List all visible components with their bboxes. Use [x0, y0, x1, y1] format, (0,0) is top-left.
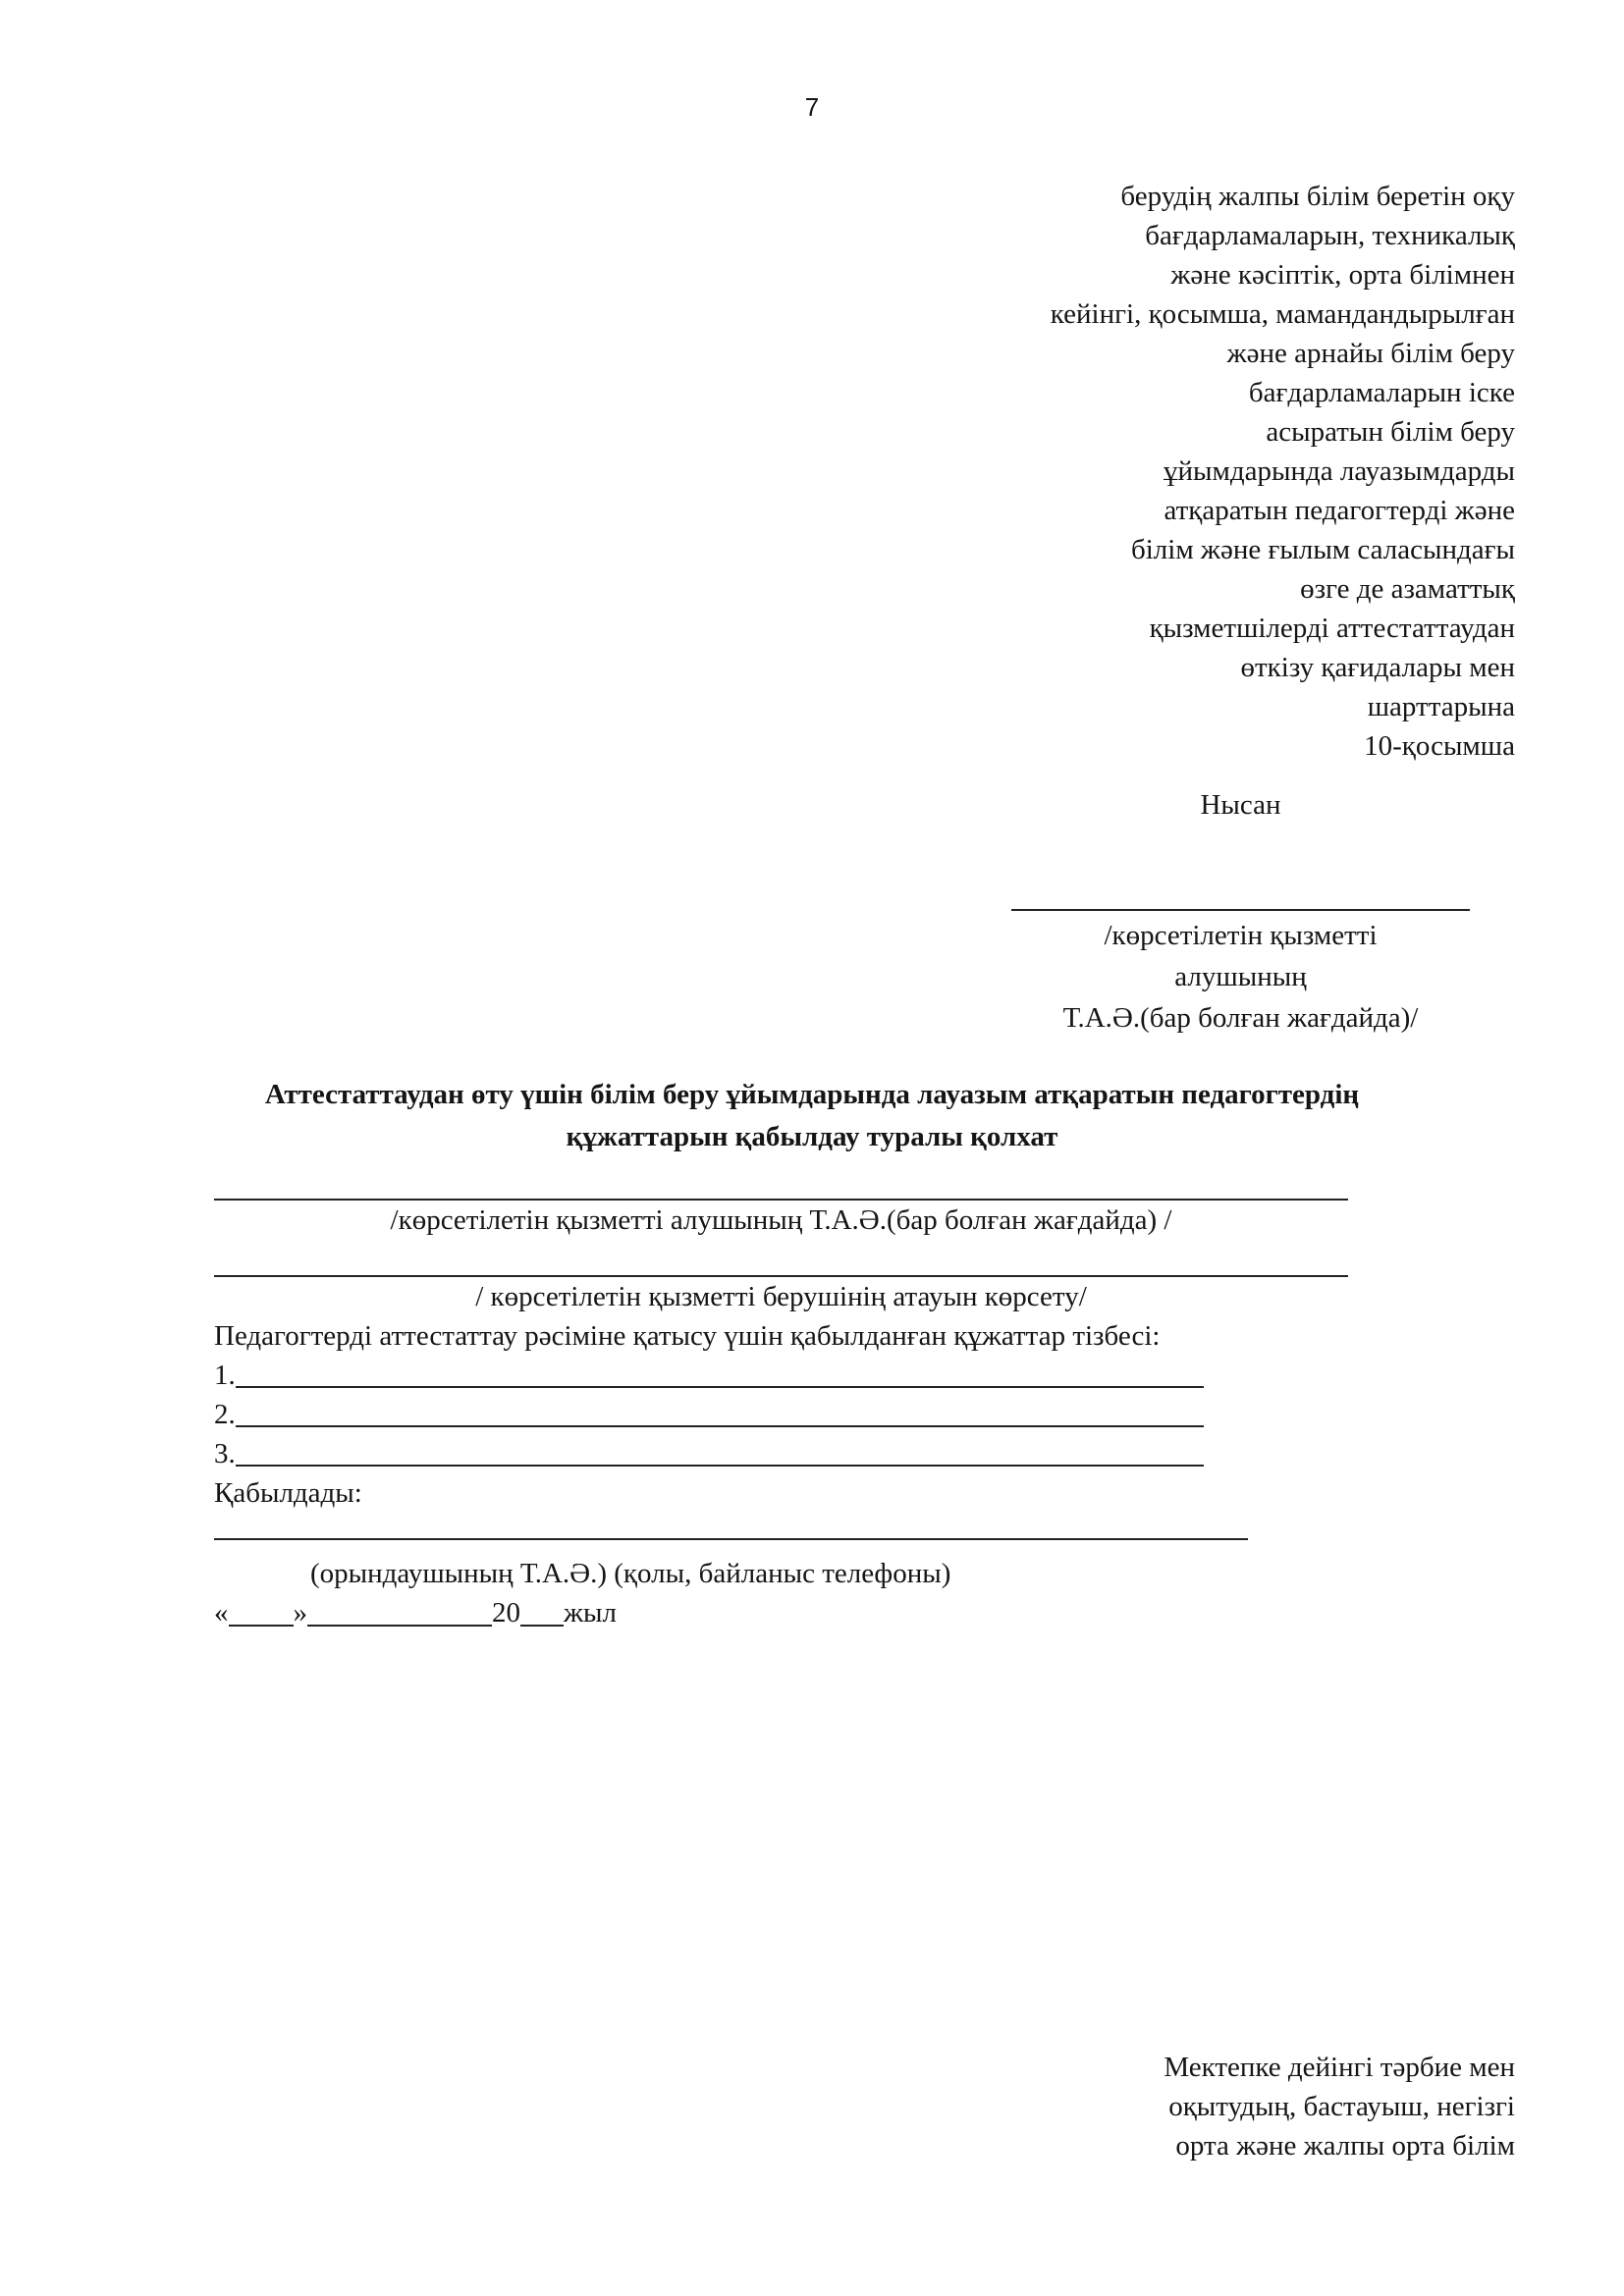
recipient-signature-block [1011, 909, 1470, 1039]
annex-note-block [906, 177, 1515, 766]
footer-note-line: орта және жалпы орта білім [1175, 2130, 1515, 2162]
annex-note-line: асыратын білім беру [1266, 416, 1515, 448]
list-item-number: 3. [214, 1438, 236, 1469]
applicant-fill-line [214, 1182, 1348, 1201]
annex-note-line: шарттарына [1367, 691, 1515, 722]
footer-note-line: Мектепке дейінгі тәрбие мен [1164, 2052, 1515, 2083]
list-item-fill-line [236, 1465, 1204, 1467]
document-list-intro: Педагогтерді аттестаттау рәсіміне қатысу үшін қабылданған құжаттар тізбесі: [214, 1320, 1161, 1352]
date-century: 20 [492, 1597, 520, 1629]
list-item-number: 2. [214, 1399, 236, 1430]
annex-note-line: ұйымдарында лауазымдарды [1164, 455, 1515, 487]
document-list-item [214, 1356, 1204, 1395]
page-number: 7 [804, 92, 820, 122]
executor-caption: (орындаушының Т.А.Ә.) (қолы, байланыс телефоны) [310, 1558, 951, 1589]
annex-note-line: өзге де азаматтық [1300, 573, 1515, 605]
recipient-caption-line: /көрсетілетін қызметті [1104, 920, 1378, 951]
date-line [214, 1593, 1348, 1632]
provider-fill-line [214, 1240, 1348, 1277]
received-label: Қабылдады: [214, 1477, 362, 1509]
date-quote-close: » [293, 1597, 307, 1629]
document-list-item [214, 1395, 1204, 1434]
date-quote-open: « [214, 1597, 229, 1629]
date-day-blank [229, 1625, 294, 1627]
annex-note-line: қызметшілерді аттестаттаудан [1149, 613, 1515, 644]
annex-note-line: бағдарламаларын, техникалық [1145, 220, 1515, 251]
document-title-line: Аттестаттаудан өту үшін білім беру ұйымдарында лауазым атқаратын педагогтердің [264, 1079, 1360, 1110]
form-body [214, 1182, 1348, 1632]
document-list-item [214, 1434, 1204, 1473]
annex-note-line: және кәсіптік, орта білімнен [1170, 259, 1515, 291]
annex-note-line: білім және ғылым саласындағы [1130, 534, 1515, 565]
annex-note-line: бағдарламаларын іске [1248, 377, 1515, 408]
list-item-fill-line [236, 1425, 1204, 1427]
document-title [79, 1074, 1545, 1158]
footer-note-block [906, 2048, 1515, 2165]
annex-note-line: өткізу қағидалары мен [1240, 652, 1515, 683]
list-item-number: 1. [214, 1360, 236, 1391]
date-month-blank [307, 1625, 492, 1627]
executor-fill-line [214, 1513, 1248, 1540]
document-title-line: құжаттарын қабылдау туралы қолхат [566, 1121, 1058, 1152]
applicant-caption: /көрсетілетін қызметті алушының Т.А.Ә.(бар болған жағдайда) / [390, 1204, 1172, 1236]
annex-note-line: берудің жалпы білім беретін оқу [1120, 181, 1515, 212]
recipient-caption-line: Т.А.Ә.(бар болған жағдайда)/ [1062, 1002, 1419, 1034]
annex-note-line: кейінгі, қосымша, мамандандырылған [1050, 298, 1515, 330]
date-year-blank [520, 1625, 564, 1627]
list-item-fill-line [236, 1386, 1204, 1388]
date-year-word: жыл [564, 1597, 617, 1629]
annex-reference: 10-қосымша [1364, 730, 1515, 762]
provider-caption: / көрсетілетін қызметті берушінің атауын көрсету/ [475, 1281, 1087, 1312]
annex-note-line: атқаратын педагогтерді және [1164, 495, 1515, 526]
footer-note-line: оқытудың, бастауыш, негізгі [1168, 2091, 1515, 2122]
recipient-caption-line: алушының [1174, 961, 1307, 992]
form-label: Нысан [1200, 789, 1281, 821]
annex-note-line: және арнайы білім беру [1226, 338, 1515, 369]
